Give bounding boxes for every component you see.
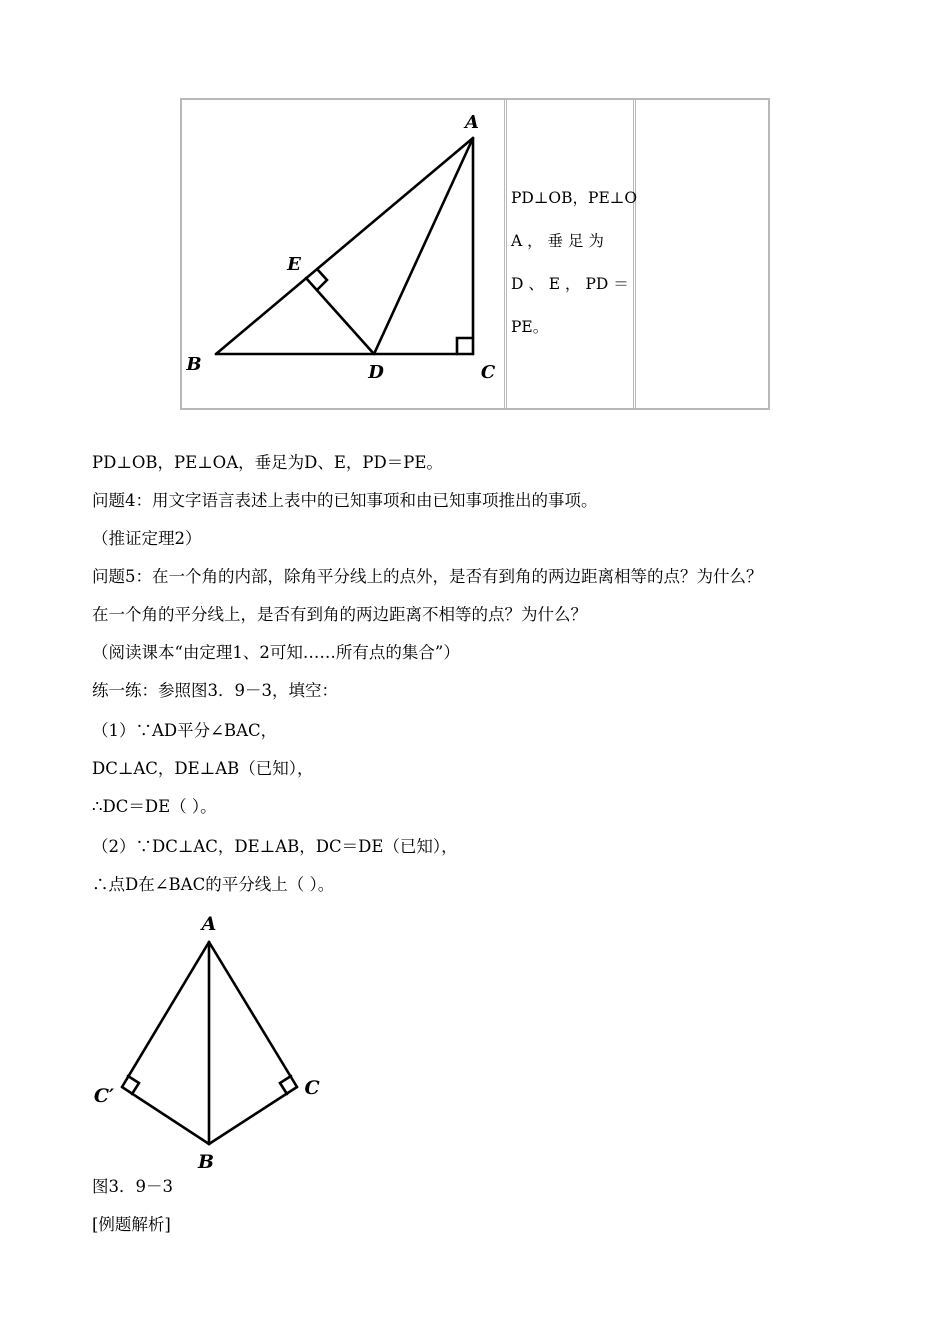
line-AC-prime [122,942,209,1087]
section-heading: [例题解析] [92,1215,171,1234]
text-line: （推证定理2） [92,529,202,548]
line-C-prime-B [122,1087,209,1144]
cell-text-block [511,177,637,349]
practice-heading: 练一练：参照图3．9－3，填空： [92,681,338,700]
text-line: （1）∵AD平分∠BAC， [92,721,278,740]
label-C-prime: C′ [93,1085,115,1107]
label-D: D [368,362,384,383]
question-5: 问题5：在一个角的内部，除角平分线上的点外，是否有到角的两边距离相等的点？为什么？ [92,567,763,586]
right-angle-mark-E [317,269,327,290]
kite-figure-svg [92,912,322,1172]
question-4: 问题4：用文字语言表述上表中的已知事项和由已知事项推出的事项。 [92,491,598,510]
label-E: E [287,254,301,275]
line-CB [209,1087,297,1144]
table-cell-figure [186,104,504,404]
label-B: B [197,1151,215,1172]
label-C: C [304,1077,320,1099]
label-B: B [186,354,202,375]
theorem-table [180,98,770,410]
label-C: C [480,362,496,383]
cell-line: A ， 垂 足 为 [511,232,604,250]
label-A: A [465,112,479,133]
text-line: （2）∵DC⊥AC，DE⊥AB，DC＝DE（已知）， [92,837,458,856]
table-cell-text [509,104,637,404]
text-line: DC⊥AC，DE⊥AB（已知）， [92,759,314,778]
table-divider [504,100,507,408]
line-AC [209,942,297,1087]
text-line: ∴点D在∠BAC的平分线上（ ）。 [92,875,335,894]
cell-line: D 、 E ， PD ＝ [511,275,629,293]
kite-figure [92,912,322,1172]
cell-line: PD⊥OB，PE⊥O [511,189,638,207]
text-line: PD⊥OB，PE⊥OA，垂足为D、E，PD＝PE。 [92,453,443,472]
line-AD [374,138,473,354]
right-triangle-figure [186,104,504,408]
right-angle-mark-C [457,338,473,354]
cell-line: PE。 [511,318,549,336]
text-line: ∴DC＝DE（ ）。 [92,797,217,816]
text-line: （阅读课本“由定理1、2可知……所有点的集合”） [92,643,460,662]
label-A: A [201,913,217,935]
text-line: 在一个角的平分线上，是否有到角的两边距离不相等的点？为什么？ [92,605,587,624]
table-cell-empty [638,104,766,404]
figure-caption: 图3．9－3 [92,1177,173,1196]
